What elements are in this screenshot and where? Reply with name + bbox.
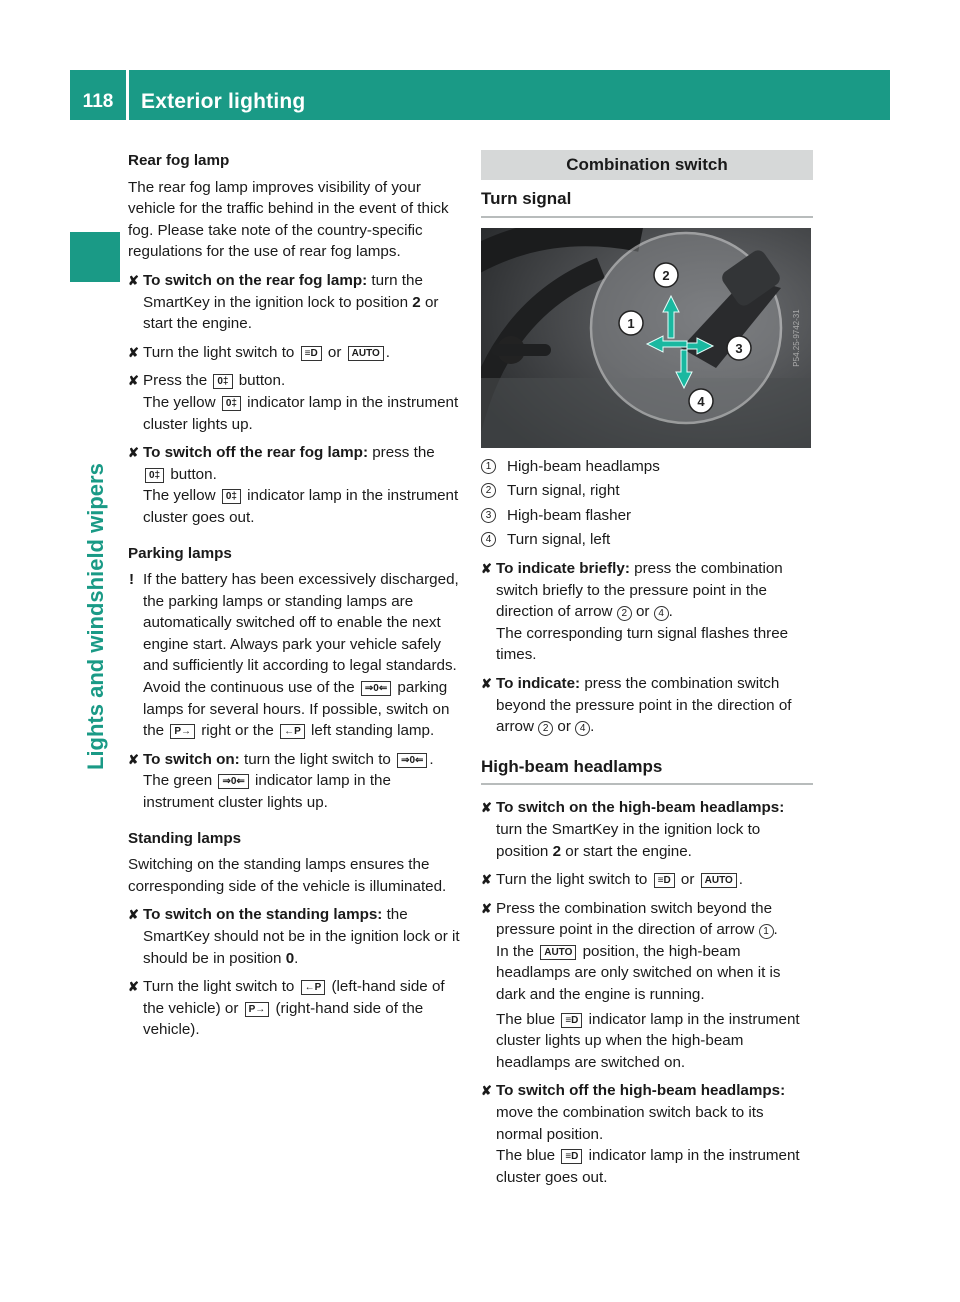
step-text: indicator lamp in the instrument cluster goes out.: [143, 487, 459, 526]
step-item: [481, 869, 813, 891]
combination-switch-figure: [481, 228, 811, 448]
page-number: 118: [82, 91, 114, 112]
warning-text: If the battery has been excessively discharged, the parking lamps or standing lamps are automatically switched off to enable the next engine start. Always park your vehicle safely and sufficiently lit according to legal standards. Avoid the continuous use of the: [143, 571, 459, 697]
step-text: or start the engine.: [143, 293, 439, 333]
step-text: Turn the light switch to: [496, 871, 652, 889]
step-arrow-icon: ✘: [481, 900, 492, 916]
step-text: press the combination switch briefly to the pressure point in the direction of arrow: [496, 559, 783, 621]
step-item: [128, 270, 460, 335]
step-text: indicator lamp in the instrument cluster lights up.: [143, 393, 459, 433]
step-arrow-icon: ✘: [128, 751, 139, 767]
step-item: [481, 673, 813, 738]
step-text: Press the combination switch beyond the pressure point in the direction of arrow: [496, 899, 773, 939]
step-text: move the combination switch back to its normal position.: [496, 1104, 764, 1143]
step-arrow-icon: ✘: [481, 560, 492, 576]
low-beam-icon: ≡D: [301, 346, 322, 361]
step-label: To switch on the rear fog lamp:: [143, 271, 368, 289]
step-label: To switch off the rear fog lamp:: [143, 444, 369, 462]
caption-item: [481, 480, 813, 502]
figure-label: 4: [697, 393, 705, 409]
step-arrow-icon: ✘: [128, 344, 139, 360]
left-column: [128, 150, 460, 1041]
turn-signal-heading: Turn signal: [481, 188, 813, 218]
step-text: or: [676, 871, 699, 889]
auto-icon: AUTO: [348, 346, 384, 361]
step-text: .: [668, 603, 673, 621]
step-item: [481, 558, 813, 666]
step-text: .: [738, 871, 744, 889]
warning-icon: !: [129, 571, 135, 589]
step-paragraph: [496, 1009, 813, 1074]
rear-fog-icon: 0‡: [213, 374, 232, 389]
page-title: Exterior lighting: [141, 90, 306, 113]
step-text: indicator lamp in the instrument cluster goes out.: [496, 1147, 800, 1186]
callout-number: 4: [575, 721, 590, 736]
step-text: (right-hand side of the vehicle).: [143, 999, 424, 1039]
step-item: [128, 749, 460, 814]
step-text: In the: [496, 942, 539, 960]
position-value: 2: [552, 842, 562, 860]
step-arrow-icon: ✘: [481, 872, 492, 888]
warning-note: [128, 569, 460, 742]
caption-text: Turn signal, left: [507, 531, 611, 549]
parking-lamp-icon: ⇒0⇐: [361, 681, 391, 696]
step-text: the SmartKey should not be in the ignition lock or it should be in position: [143, 906, 460, 967]
parking-lamp-icon: ⇒0⇐: [218, 774, 248, 789]
step-item: [481, 1080, 813, 1188]
step-text: .: [385, 343, 391, 361]
auto-icon: AUTO: [540, 945, 576, 960]
step-label: To switch off the high-beam headlamps:: [496, 1082, 786, 1100]
step-text: turn the SmartKey in the ignition lock to position: [496, 820, 761, 860]
step-text: turn the light switch to: [239, 750, 396, 768]
step-label: To switch on:: [143, 750, 240, 768]
standing-heading: Standing lamps: [128, 829, 242, 847]
callout-number: 1: [481, 459, 496, 474]
step-item: [128, 904, 460, 969]
step-text: position, the high-beam headlamps are only switched on when it is dark and the engine is running.: [496, 942, 781, 1004]
step-text: The blue: [496, 1010, 560, 1028]
warning-text: left standing lamp.: [306, 722, 435, 740]
caption-text: High-beam headlamps: [507, 457, 660, 475]
standing-lamp-left-icon: ←P: [280, 724, 305, 739]
step-text: Turn the light switch to: [143, 978, 299, 996]
step-text: The yellow: [143, 393, 220, 411]
step-text: turn the SmartKey in the ignition lock to position: [143, 271, 423, 311]
combination-switch-illustration: [481, 228, 811, 448]
figure-code: P54.25-9742-31: [792, 308, 801, 367]
standing-lamp-right-icon: P→: [170, 724, 195, 739]
position-value: 2: [412, 293, 421, 311]
section-bar: Combination switch: [481, 150, 813, 180]
callout-number: 2: [617, 606, 632, 621]
step-text: button.: [166, 465, 217, 483]
warning-text: right or the: [197, 722, 279, 740]
step-text: Turn the light switch to: [143, 343, 299, 361]
callout-number: 3: [481, 508, 496, 523]
rear-fog-icon: 0‡: [145, 468, 164, 483]
caption-item: [481, 456, 813, 478]
step-label: To switch on the standing lamps:: [143, 906, 383, 924]
callout-number: 4: [654, 606, 669, 621]
step-item: [128, 370, 460, 435]
step-text: The corresponding turn signal flashes three times.: [496, 624, 789, 664]
step-label: To switch on the high-beam headlamps:: [496, 799, 785, 817]
right-column: [481, 150, 813, 1188]
caption-text: Turn signal, right: [507, 482, 620, 500]
step-text: (left-hand side of the vehicle) or: [143, 978, 445, 1017]
step-text: or: [553, 718, 576, 736]
step-arrow-icon: ✘: [128, 907, 139, 923]
step-text: Press the: [143, 372, 212, 390]
step-label: To indicate briefly:: [496, 559, 630, 577]
header-divider: [126, 70, 129, 120]
rear-fog-intro: The rear fog lamp improves visibility of your vehicle for the traffic behind in the event of thick fog. Please take note of the country-specific regulations for the use of rear fog lamps.: [128, 178, 449, 261]
step-item: [128, 442, 460, 528]
step-item: [128, 976, 460, 1041]
step-text: or: [631, 603, 654, 621]
step-text: press the combination switch beyond the pressure point in the direction of arrow: [496, 674, 792, 736]
step-text: indicator lamp in the instrument cluster lights up when the high-beam headlamps are switched on.: [496, 1010, 800, 1071]
step-text: The blue: [496, 1147, 560, 1165]
step-text: press the: [368, 444, 435, 462]
step-text: The green: [143, 772, 217, 790]
chapter-title: Lights and windshield wipers: [83, 463, 108, 770]
standing-lamp-left-icon: ←P: [301, 980, 326, 995]
step-arrow-icon: ✘: [128, 445, 139, 461]
step-text: .: [429, 750, 434, 768]
step-arrow-icon: ✘: [481, 675, 492, 691]
rear-fog-icon: 0‡: [222, 489, 241, 504]
step-text: The yellow: [143, 487, 220, 505]
step-text: .: [294, 949, 299, 967]
step-text: .: [773, 921, 778, 939]
caption-text: High-beam flasher: [507, 506, 632, 524]
figure-label: 2: [662, 267, 670, 283]
step-label: To indicate:: [496, 674, 581, 692]
position-value: 0: [285, 949, 295, 967]
chapter-tab-marker: [70, 232, 120, 282]
step-text: .: [590, 718, 595, 736]
parking-heading: Parking lamps: [128, 544, 232, 562]
high-beam-icon: ≡D: [561, 1149, 582, 1164]
step-arrow-icon: ✘: [128, 373, 139, 389]
caption-item: [481, 529, 813, 551]
warning-text: parking lamps for several hours. If possible, switch on the: [143, 679, 450, 740]
step-arrow-icon: ✘: [128, 979, 139, 995]
rear-fog-heading: Rear fog lamp: [128, 152, 230, 169]
auto-icon: AUTO: [701, 873, 737, 888]
standing-intro: Switching on the standing lamps ensures the corresponding side of the vehicle is illuminated.: [128, 856, 447, 895]
standing-lamp-right-icon: P→: [245, 1002, 270, 1017]
step-item: [128, 342, 460, 364]
figure-label: 3: [735, 340, 743, 356]
callout-number: 4: [481, 532, 496, 547]
callout-number: 1: [759, 924, 774, 939]
step-arrow-icon: ✘: [481, 1083, 492, 1099]
figure-label: 1: [627, 315, 635, 331]
caption-item: [481, 505, 813, 527]
figure-captions: [481, 456, 813, 551]
high-beam-heading: High-beam headlamps: [481, 756, 813, 786]
step-item: [481, 898, 813, 1074]
step-arrow-icon: ✘: [128, 272, 139, 288]
callout-number: 2: [538, 721, 553, 736]
callout-number: 2: [481, 483, 496, 498]
parking-lamp-icon: ⇒0⇐: [397, 753, 427, 768]
step-text: or start the engine.: [561, 842, 692, 860]
high-beam-icon: ≡D: [561, 1013, 582, 1028]
rear-fog-icon: 0‡: [222, 396, 241, 411]
low-beam-icon: ≡D: [654, 873, 675, 888]
step-text: indicator lamp in the instrument cluster lights up.: [143, 772, 391, 812]
step-text: or: [323, 343, 346, 361]
step-text: button.: [234, 372, 286, 390]
step-item: [481, 797, 813, 862]
step-arrow-icon: ✘: [481, 800, 492, 816]
